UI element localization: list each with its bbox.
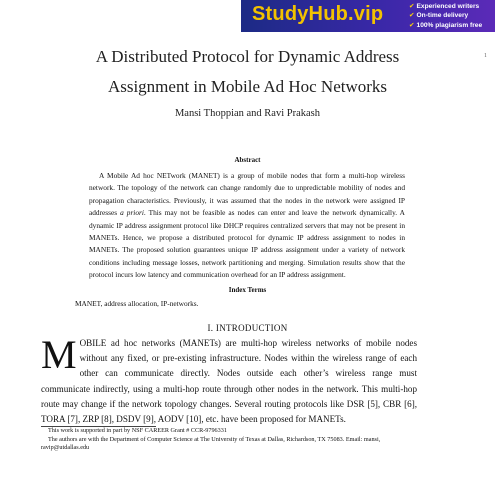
section-heading-introduction: I. INTRODUCTION bbox=[207, 323, 288, 333]
feature-label: 100% plagiarism free bbox=[416, 21, 483, 29]
feature-item bbox=[409, 21, 482, 30]
paper-authors: Mansi Thoppian and Ravi Prakash bbox=[174, 108, 321, 119]
feature-label: On-time delivery bbox=[416, 12, 469, 20]
check-icon: ✔ bbox=[409, 12, 415, 20]
abstract-body bbox=[89, 170, 405, 282]
footnote-funding: This work is supported in part by NSF CAREER Grant # CCR-9796331 bbox=[48, 427, 227, 434]
paper-title-line2: Assignment in Mobile Ad Hoc Networks bbox=[107, 77, 388, 96]
feature-list bbox=[409, 2, 482, 30]
feature-item bbox=[409, 2, 482, 11]
index-terms-heading: Index Terms bbox=[228, 286, 267, 294]
brand-logo-text[interactable]: StudyHub.vip bbox=[252, 3, 384, 25]
abstract-text-part1: A Mobile Ad hoc NETwork (MANET) is a group of mobile nodes that form a multi-hop wireless network. The topology of the network can change randomly due to unpredictable mobility of nodes and propagation characteristics. Previously, it was assumed that the nodes in the network were assigned IP addresses bbox=[89, 171, 405, 218]
footnote-affiliation: The authors are with the Department of Computer Science at The University of Texas at Dallas, Richardson, TX 75083. Email: mansi, ravip@utdallas.edu bbox=[41, 436, 381, 451]
check-icon: ✔ bbox=[409, 21, 415, 29]
feature-label: Experienced writers bbox=[416, 3, 480, 10]
check-icon: ✔ bbox=[409, 3, 415, 10]
introduction-paragraph bbox=[41, 332, 417, 427]
abstract-italic-term: a priori bbox=[120, 208, 144, 218]
drop-cap: M bbox=[41, 332, 77, 377]
introduction-text: OBILE ad hoc networks (MANETs) are multi-hop wireless networks of mobile nodes without any fixed, or pre-existing infrastructure. Nodes within the wireless range of each other can communicate directly. Nodes outside each other’s wireless range must communicate indirectly, using a multi-hop route through other nodes in the network. This multi-hop route may change if the network topology changes. Several routing protocols like DSR [5], CBR [6], TORA [7], ZRP [8], DSDV [9], AODV [10], etc. have been proposed for MANETs. bbox=[41, 338, 417, 425]
studyhub-banner[interactable] bbox=[241, 0, 495, 32]
abstract-heading: Abstract bbox=[234, 156, 261, 164]
feature-item bbox=[409, 11, 482, 20]
title-footnote-mark: 1 bbox=[484, 53, 487, 59]
index-terms: MANET, address allocation, IP-networks. bbox=[75, 299, 199, 308]
paper-title-line1: A Distributed Protocol for Dynamic Address bbox=[95, 47, 400, 66]
abstract-text-part2: . This may not be feasible as nodes can enter and leave the network dynamically. A dynamic IP address assignment protocol like DHCP requires centralized servers that may not be present in MANETs. Hence, we propose a distributed protocol for dynamic IP address assignment to nodes in MANETs. The proposed solution guarantees unique IP address assignment under a variety of network conditions including message losses, network partitioning and merging. Simulation results show that the protocol incurs low latency and communication overhead for an IP address assignment. bbox=[89, 208, 405, 280]
